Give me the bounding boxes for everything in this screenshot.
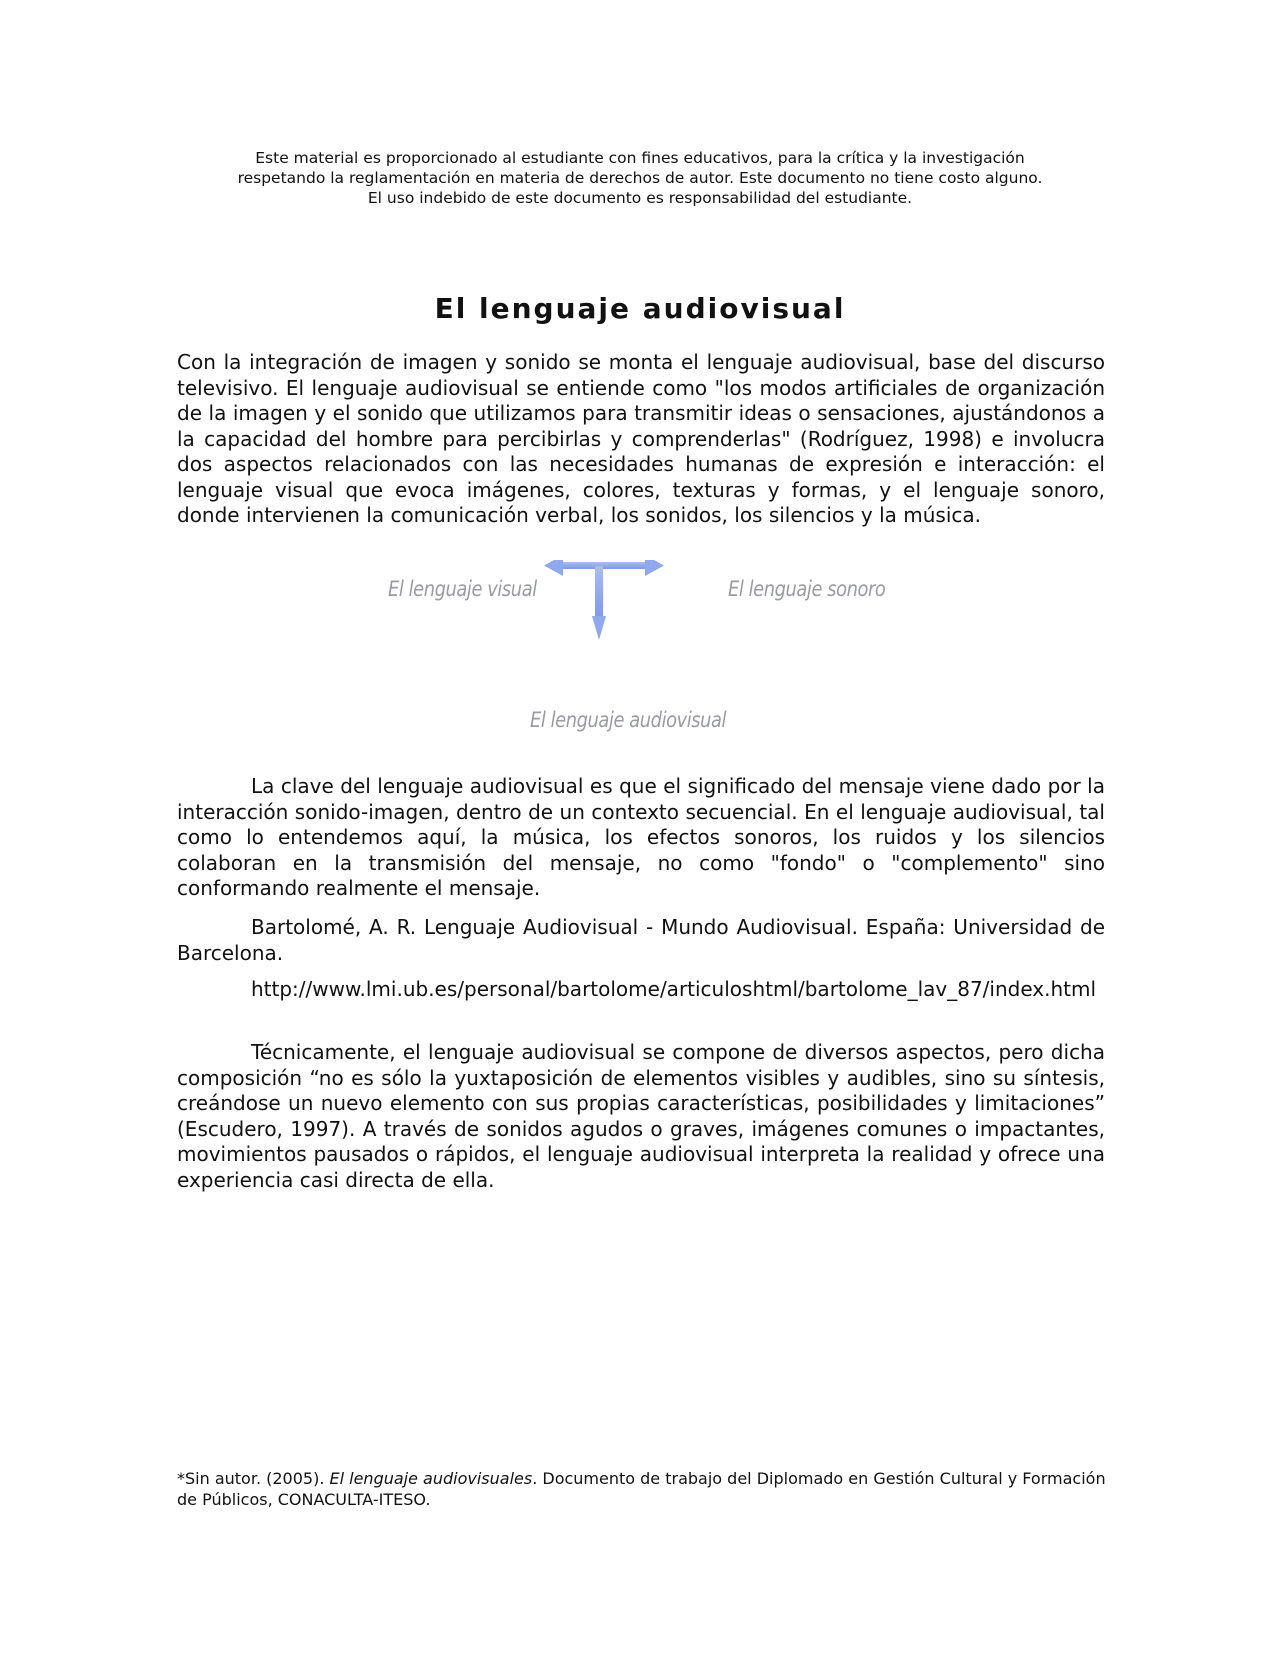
audiovisual-language-label: El lenguaje audiovisual xyxy=(530,708,727,732)
footnote-suffix: . Documento de trabajo del Diplomado en Gestión Cultural y Formación de Públicos, CONACULTA-ITESO. xyxy=(177,1469,1106,1509)
footnote-italic-title: El lenguaje audiovisuales xyxy=(329,1469,533,1488)
reference-url: http://www.lmi.ub.es/personal/bartolome/articuloshtml/bartolome_lav_87/index.html xyxy=(251,977,1097,1001)
footnote-prefix: *Sin autor. (2005). xyxy=(177,1469,330,1488)
audiovisual-diagram xyxy=(370,560,910,740)
disclaimer-line: El uso indebido de este documento es responsabilidad del estudiante. xyxy=(367,189,913,207)
bidirectional-arrow-icon xyxy=(544,560,664,576)
disclaimer-line: Este material es proporcionado al estudiante con fines educativos, para la crítica y la investigación xyxy=(255,149,1025,167)
key-paragraph: La clave del lenguaje audiovisual es que el significado del mensaje viene dado por la interacción sonido-imagen, dentro de un contexto secuencial. En el lenguaje audiovisual, tal como lo entendemos aquí, la música, los efectos sonoros, los ruidos y los silencios colaboran en la transmisión del mensaje, no como "fondo" o "complemento" sino conformando realmente el mensaje. xyxy=(177,774,1105,900)
technical-paragraph: Técnicamente, el lenguaje audiovisual se compone de diversos aspectos, pero dicha composición “no es sólo la yuxtaposición de elementos visibles y audibles, sino su síntesis, creándose un nuevo elemento con sus propias características, posibilidades y limitaciones” (Escudero, 1997). A través de sonidos agudos o graves, imágenes comunes o impactantes, movimientos pausados o rápidos, el lenguaje audiovisual interpreta la realidad y ofrece una experiencia casi directa de ella. xyxy=(177,1040,1105,1192)
page-title: El lenguaje audiovisual xyxy=(434,292,846,325)
reference-paragraph: Bartolomé, A. R. Lenguaje Audiovisual - Mundo Audiovisual. España: Universidad de Barcelona. xyxy=(177,915,1105,965)
copyright-disclaimer xyxy=(150,148,1130,208)
down-arrow-icon xyxy=(592,566,606,640)
disclaimer-line: respetando la reglamentación en materia de derechos de autor. Este documento no tiene costo alguno. xyxy=(237,169,1043,187)
sound-language-label: El lenguaje sonoro xyxy=(728,577,886,601)
visual-language-label: El lenguaje visual xyxy=(388,577,537,601)
footnote xyxy=(177,1468,1107,1510)
intro-paragraph: Con la integración de imagen y sonido se monta el lenguaje audiovisual, base del discurso televisivo. El lenguaje audiovisual se entiende como "los modos artificiales de organización de la imagen y el sonido que utilizamos para transmitir ideas o sensaciones, ajustándonos a la capacidad del hombre para percibirlas y comprenderlas" (Rodríguez, 1998) e involucra dos aspectos relacionados con las necesidades humanas de expresión e interacción: el lenguaje visual que evoca imágenes, colores, texturas y formas, y el lenguaje sonoro, donde intervienen la comunicación verbal, los sonidos, los silencios y la música. xyxy=(177,350,1105,527)
